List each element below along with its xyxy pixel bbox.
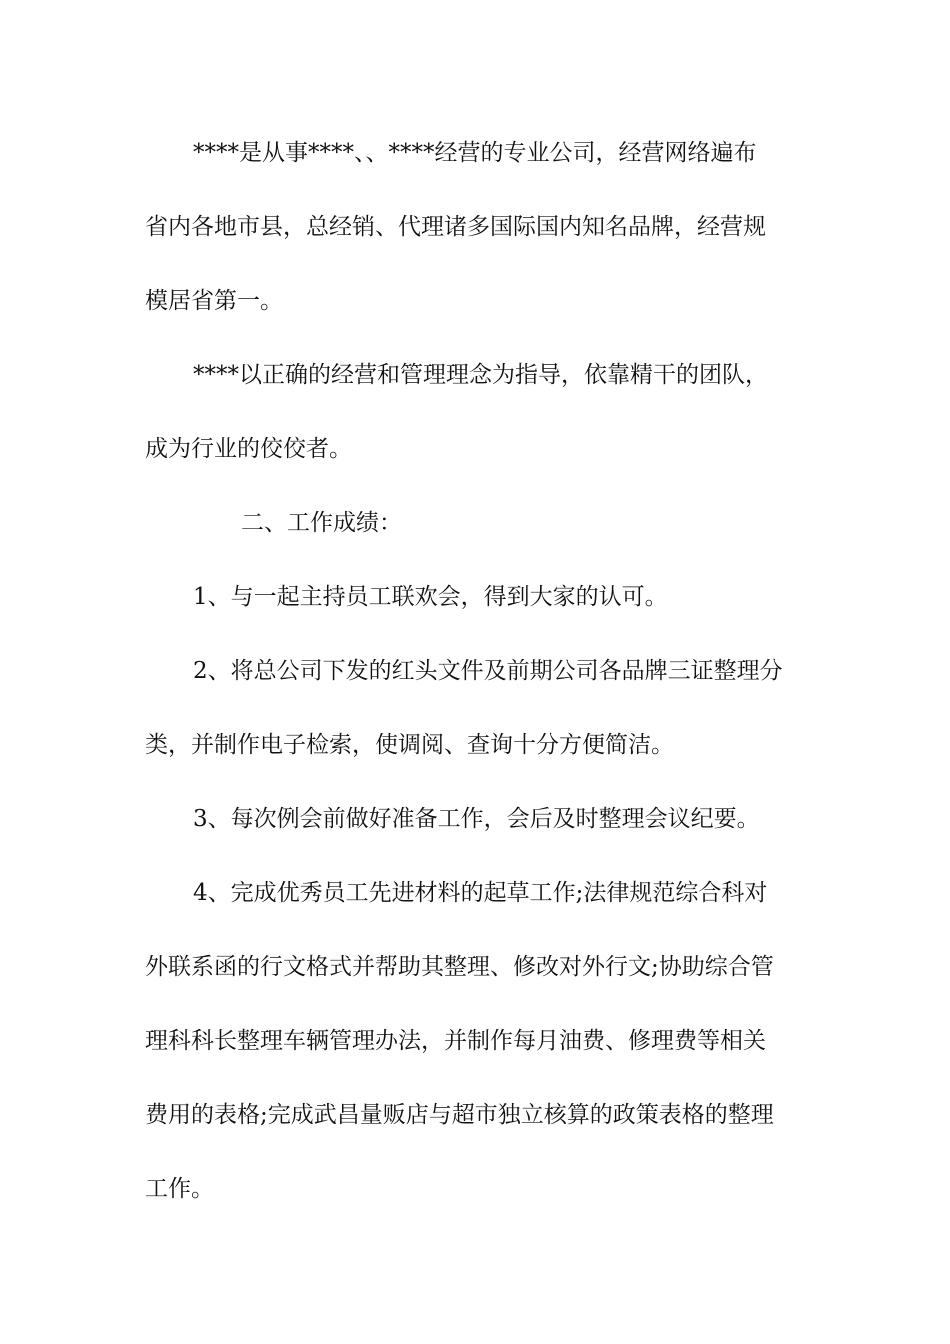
achievement-item-2-line-1: 2、将总公司下发的红头文件及前期公司各品牌三证整理分: [193, 658, 783, 684]
section-heading-work-achievements: 二、工作成绩：: [241, 510, 402, 536]
achievement-item-1: 1、与一起主持员工联欢会，得到大家的认可。: [193, 584, 668, 610]
achievement-item-2-line-2: 类，并制作电子检索，使调阅、查询十分方便简洁。: [145, 732, 674, 758]
achievement-item-4-line-5: 工作。: [145, 1176, 214, 1202]
document-body: [145, 130, 810, 1240]
achievement-item-4-line-3: 理科科长整理车辆管理办法，并制作每月油费、修理费等相关: [145, 1028, 766, 1054]
paragraph-company-intro-line-1: ****是从事****、、****经营的专业公司，经营网络遍布: [193, 140, 757, 166]
achievement-item-4-line-4: 费用的表格;完成武昌量贩店与超市独立核算的政策表格的整理: [145, 1102, 774, 1128]
paragraph-company-intro-line-2: 省内各地市县，总经销、代理诸多国际国内知名品牌，经营规: [145, 214, 766, 240]
paragraph-philosophy-line-2: 成为行业的佼佼者。: [145, 436, 352, 462]
achievement-item-3: 3、每次例会前做好准备工作，会后及时整理会议纪要。: [193, 806, 760, 832]
paragraph-company-intro-line-3: 模居省第一。: [145, 288, 283, 314]
achievement-item-4-line-2: 外联系函的行文格式并帮助其整理、修改对外行文;协助综合管: [145, 954, 774, 980]
paragraph-philosophy-line-1: ****以正确的经营和管理理念为指导，依靠精干的团队，: [193, 362, 768, 388]
achievement-item-4-line-1: 4、完成优秀员工先进材料的起草工作;法律规范综合科对: [193, 880, 768, 906]
